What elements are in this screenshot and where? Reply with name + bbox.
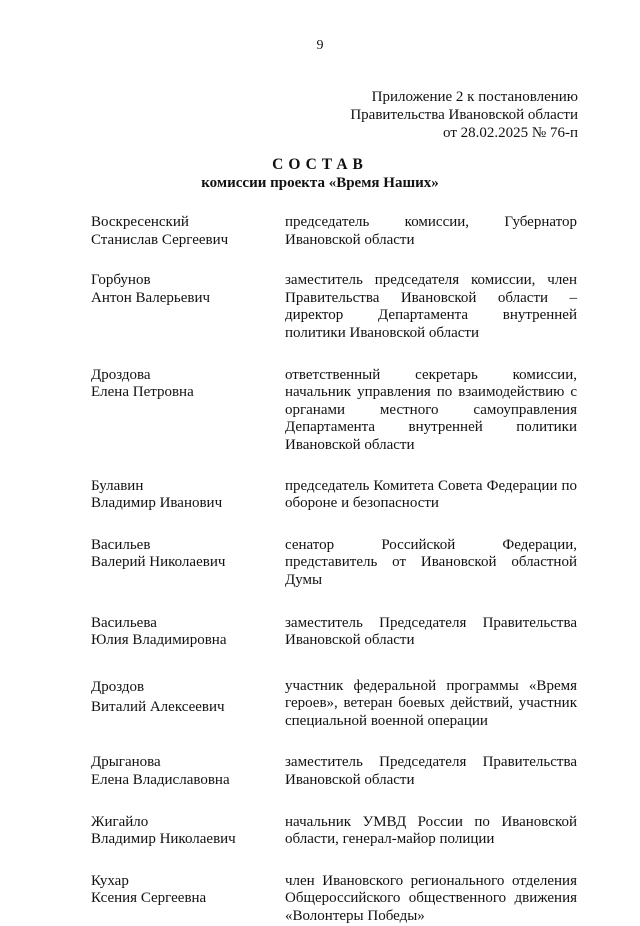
member-row	[91, 754, 577, 789]
member-given-name: Владимир Николаевич	[91, 831, 236, 848]
appendix-header	[350, 88, 578, 142]
member-given-name: Станислав Сергеевич	[91, 231, 229, 248]
member-surname: Жигайло	[91, 813, 149, 830]
member-given-name: Елена Владиславовна	[91, 772, 230, 789]
member-name	[91, 678, 285, 731]
member-name	[91, 214, 285, 249]
appendix-line-3: от 28.02.2025 № 76-п	[443, 125, 578, 141]
member-role: председатель комиссии, Губернатор Ивановской области	[285, 214, 577, 248]
member-role: заместитель Председателя Правительства Ивановской области	[285, 754, 577, 789]
member-name	[91, 615, 285, 650]
member-role: председатель Комитета Совета Федерации по обороне и безопасности	[285, 477, 577, 512]
member-given-name: Валерий Николаевич	[91, 554, 226, 571]
member-surname: Дроздов	[91, 678, 145, 695]
member-row	[91, 367, 577, 455]
member-row	[91, 615, 577, 650]
appendix-line-1: Приложение 2 к постановлению	[371, 89, 578, 105]
member-name	[91, 814, 285, 849]
member-given-name: Юлия Владимировна	[91, 632, 227, 649]
member-row	[91, 478, 577, 513]
member-given-name: Ксения Сергеевна	[91, 890, 207, 907]
document-title: СОСТАВ	[272, 156, 368, 173]
member-name	[91, 367, 285, 455]
appendix-line-2: Правительства Ивановской области	[350, 107, 578, 123]
member-name	[91, 478, 285, 513]
member-given-name: Владимир Иванович	[91, 495, 223, 512]
member-given-name: Виталий Алексеевич	[91, 699, 225, 716]
member-role: начальник УМВД России по Ивановской области, генерал-майор полиции	[285, 813, 577, 848]
member-role: заместитель Председателя Правительства Ивановской области	[285, 614, 577, 649]
page-number: 9	[316, 38, 324, 53]
member-row	[91, 873, 577, 926]
member-row	[91, 272, 577, 342]
member-role: член Ивановского регионального отделения Общероссийского общественного движения «Волонтеры Победы»	[285, 872, 577, 925]
member-row	[91, 214, 577, 249]
document-subtitle: комиссии проекта «Время Наших»	[201, 175, 439, 191]
member-surname: Горбунов	[91, 272, 151, 289]
member-row	[91, 814, 577, 849]
member-surname: Дроздова	[91, 366, 151, 383]
member-role: сенатор Российской Федерации, представитель от Ивановской областной Думы	[285, 536, 577, 588]
member-given-name: Елена Петровна	[91, 384, 194, 401]
member-name	[91, 873, 285, 926]
member-role: участник федеральной программы «Время героев», ветеран боевых действий, участник специальной военной операции	[285, 677, 577, 729]
member-row	[91, 678, 577, 731]
member-surname: Дрыганова	[91, 754, 161, 771]
member-name	[91, 537, 285, 590]
member-row	[91, 537, 577, 590]
member-role: заместитель председателя комиссии, член Правительства Ивановской области – директор Департамента внутренней политики Ивановской области	[285, 272, 577, 341]
member-surname: Васильев	[91, 536, 151, 553]
member-surname: Васильева	[91, 614, 157, 631]
member-name	[91, 272, 285, 342]
member-surname: Кухар	[91, 872, 129, 889]
member-surname: Булавин	[91, 477, 144, 494]
member-surname: Воскресенский	[91, 214, 189, 230]
member-role: ответственный секретарь комиссии, начальник управления по взаимодействию с органами местного самоуправления Департамента внутренней политики Ивановской области	[285, 366, 577, 453]
members-list	[91, 214, 577, 926]
member-name	[91, 754, 285, 789]
member-given-name: Антон Валерьевич	[91, 289, 211, 306]
